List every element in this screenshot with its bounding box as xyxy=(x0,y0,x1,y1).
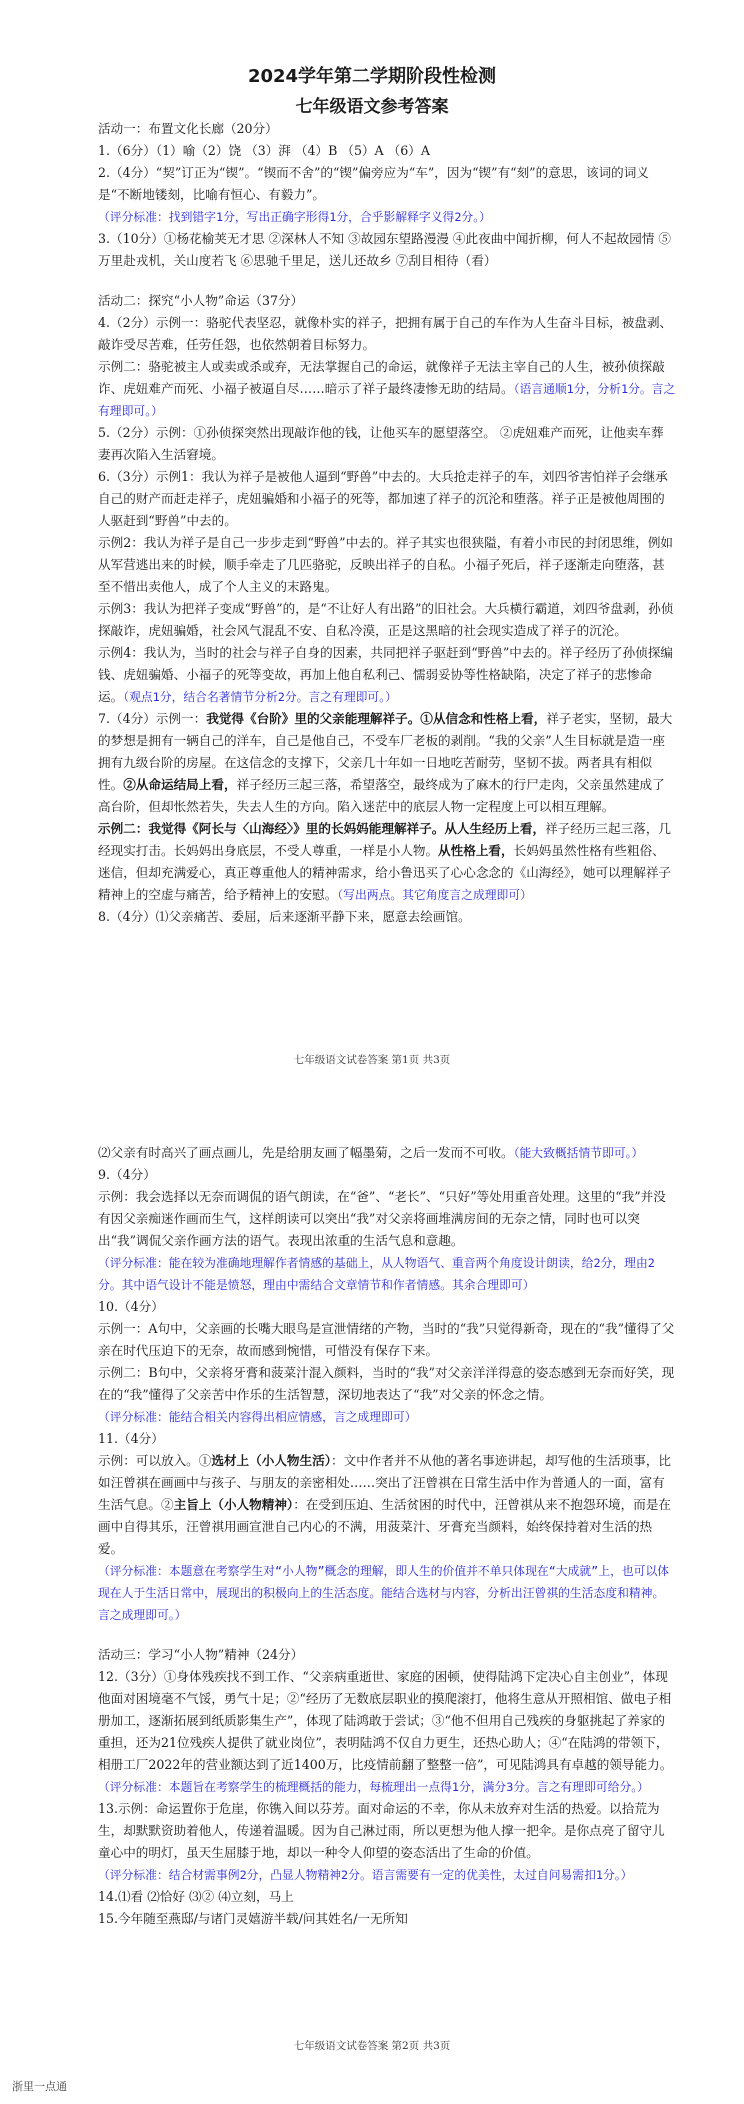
answer-q6-example4 xyxy=(98,642,676,708)
page-title: 2024学年第二学期阶段性检测 xyxy=(247,66,497,87)
answer-q10-example2: 示例二：B句中，父亲将牙膏和菠菜汁混入颜料，当时的“我”对父亲洋洋得意的姿态感到无奈而好笑，现在的“我”懂得了父亲苦中作乐的生活智慧，深切地表达了“我”对父亲的怀念之情。 xyxy=(98,1365,675,1402)
answer-text: ⑵父亲有时高兴了画点画儿，先是给朋友画了幅墨菊，之后一发而不可收。 xyxy=(98,1145,514,1160)
answer-text: 示例：可以放入。① xyxy=(98,1453,212,1468)
scoring-note: （能大致概括情节即可。） xyxy=(513,1146,644,1160)
answer-q10: 示例一：A句中，父亲画的长嘴大眼鸟是宣泄情绪的产物，当时的“我”只觉得新奇，现在的“我”懂得了父亲在时代压迫下的无奈，故而感到惋惜，可惜没有保存下来。 xyxy=(98,1321,675,1358)
answer-q9: 示例：我会选择以无奈而调侃的语气朗读，在“爸”、“老长”、“只好”等处用重音处理。这里的“我”并没有因父亲痴迷作画而生气，这样朗读可以突出“我”对父亲将画堆满房间的无奈之情，同时也可以突出“我”调侃父亲作画方法的语气。表现出浓重的生活气息和意趣。 xyxy=(98,1189,666,1248)
answer-q8: 8.（4分）⑴父亲痛苦、委屈，后来逐渐平静下来，愿意去绘画馆。 xyxy=(98,909,471,924)
scoring-note: （评分标准：本题意在考察学生对“小人物”概念的理解，即人生的价值并不单只体现在“大成就”上，也可以体现在人于生活日常中，展现出的积极向上的生活态度。能结合选材与内容，分析出汪曾祺的生活态度和精神。言之成理即可。） xyxy=(98,1564,670,1622)
section-heading: 活动二：探究“小人物”命运（37分） xyxy=(98,293,304,308)
scoring-note: （语言通顺1分，分析1分。言之有理即可。） xyxy=(98,382,676,418)
section-heading: 活动一：布置文化长廊（20分） xyxy=(98,121,278,136)
answer-q9-label: 9.（4分） xyxy=(98,1167,156,1182)
page-subtitle: 七年级语文参考答案 xyxy=(295,97,449,117)
answer-text: 祥子老实，坚韧，最大的梦想是拥有一辆自己的洋车，自己是他自己，不受车厂老板的剥削。“我的父亲”人生目标就是造一座拥有九级台阶的房屋。在这信念的支撑下，父亲几十年如一日地吃苦耐劳，坚韧不拔。两者具有相似性。 xyxy=(98,711,673,792)
answer-text: ：文中作者并不从他的著名事迹讲起，却写他的生活琐事，比如汪曾祺在画画中与孩子、与朋友的亲密相处……突出了汪曾祺在日常生活中作为普通人的一面，富有生活气息。② xyxy=(98,1453,672,1512)
scoring-note: （评分标准：本题旨在考察学生的梳理概括的能力，每梳理出一点得1分，满分3分。言之有理即可给分。） xyxy=(98,1780,649,1794)
key-point: ②从命运结局上看， xyxy=(123,777,237,792)
watermark-text: 浙里一点通 xyxy=(12,2080,67,2093)
scoring-note: （评分标准：找到错字1分，写出正确字形得1分，合乎影解释字义得2分。） xyxy=(98,210,491,224)
page-2-body xyxy=(98,1142,676,1930)
answer-q13: 13.示例：命运置你于危崖，你镌入间以芬芳。面对命运的不幸，你从未放弃对生活的热爱。以拾荒为生，却默默资助着他人，传递着温暖。因为自己淋过雨，所以更想为他人撑一把伞。是你点亮了留守儿童心中的明灯，虽天生屈膝于地，却以一种令人仰望的姿态活出了生命的价值。 xyxy=(98,1801,665,1860)
answer-q6-example3: 示例3：我认为把祥子变成“野兽”的，是“不让好人有出路”的旧社会。大兵横行霸道，刘四爷盘剥，孙侦探敲诈，虎妞骗婚，社会风气混乱不安、自私冷漠，正是这黑暗的社会现实造成了祥子的沉沦。 xyxy=(98,601,674,638)
answer-page-2 xyxy=(0,1080,744,2080)
answer-q8-part2 xyxy=(98,1142,676,1164)
answer-q5: 5.（2分）示例：①孙侦探突然出现敲诈他的钱，让他买车的愿望落空。 ②虎妞难产而死，让他卖车葬妻再次陷入生活窘境。 xyxy=(98,425,664,462)
scoring-note: （评分标准：能在较为准确地理解作者情感的基础上，从人物语气、重音两个角度设计朗读，给2分，理由2分。其中语气设计不能是愤怒，理由中需结合文章情节和作者情感。其余合理即可） xyxy=(98,1256,655,1292)
answer-text: 7.（4分）示例一： xyxy=(98,711,207,726)
answer-text: 长妈妈虽然性格有些粗俗、迷信，但却充满爱心，真正尊重他人的精神需求，给小鲁迅买了心心念念的《山海经》，她可以理解祥子精神上的空虚与痛苦，给予精神上的安慰。 xyxy=(98,843,672,902)
answer-q4-example2 xyxy=(98,356,676,422)
key-point: 主旨上（小人物精神） xyxy=(173,1497,294,1512)
answer-text: 祥子经历三起三落，希望落空，最终成为了麻木的行尸走肉，父亲虽然建成了高台阶，但却怅然若失，失去人生的方向。陷入迷茫中的底层人物一定程度上可以相互理解。 xyxy=(98,777,665,814)
page-1-body xyxy=(98,118,676,928)
scoring-note: （评分标准：结合材需事例2分，凸显人物精神2分。语言需要有一定的优美性，太过自问易需扣1分。） xyxy=(98,1868,633,1882)
page-footer: 七年级语文试卷答案 第1页 共3页 xyxy=(293,1054,451,1066)
answer-q15: 15.今年随至燕邸/与诸门灵嬉游半载/问其姓名/一无所知 xyxy=(98,1911,408,1926)
answer-q12: 12.（3分）①身体残疾找不到工作、“父亲病重逝世、家庭的困顿，使得陆鸿下定决心自主创业”，体现他面对困境毫不气馁，勇气十足；②“经历了无数底层职业的摸爬滚打，他将生意从开照相馆、做电子相册加工，逐渐拓展到纸质影集生产”，体现了陆鸿敢于尝试；③“他不但用自己残疾的身躯挑起了养家的重担，还为21位残疾人提供了就业岗位”，表明陆鸿不仅自力更生，还热心助人；④“在陆鸿的带领下，相册工厂2022年的营业额达到了近1400万，比疫情前翻了整整一倍”，可见陆鸿具有卓越的领导能力。 xyxy=(98,1669,673,1772)
answer-q7 xyxy=(98,708,676,818)
key-point: 示例二：我觉得《阿长与〈山海经〉》里的长妈妈能理解祥子。从人生经历上看， xyxy=(98,821,546,836)
answer-q1: 1.（6分）（1）喻（2）饶 （3）湃 （4）B （5）A （6）A xyxy=(98,143,430,158)
answer-q11-label: 11.（4分） xyxy=(98,1431,164,1446)
answer-q14: 14.⑴看 ⑵恰好 ⑶② ⑷立刻，马上 xyxy=(98,1889,294,1904)
answer-text: 示例4：我认为，当时的社会与祥子自身的因素，共同把祥子驱赶到“野兽”中去的。祥子经历了孙侦探编钱、虎妞骗婚、小福子的死等变故，再加上他自私利己、懦弱妥协等性格缺陷，决定了祥子的悲惨命运。 xyxy=(98,645,674,704)
answer-q3: 3.（10分）①杨花榆荚无才思 ②深林人不知 ③故园东望路漫漫 ④此夜曲中闻折柳，何人不起故园情 ⑤万里赴戎机，关山度若飞 ⑥思驰千里足，送儿还故乡 ⑦刮目相待（看） xyxy=(98,231,671,268)
page-footer: 七年级语文试卷答案 第2页 共3页 xyxy=(293,2040,451,2052)
scoring-note: （评分标准：能结合相关内容得出相应情感，言之成理即可） xyxy=(98,1410,417,1424)
answer-text: 示例二：骆驼被主人或卖或杀或弃，无法掌握自己的命运，就像祥子无法主宰自己的人生，被孙侦探敲诈、虎妞难产而死、小福子被逼自尽……暗示了祥子最终凄惨无助的结局。 xyxy=(98,359,665,396)
answer-q10-label: 10.（4分） xyxy=(98,1299,164,1314)
answer-q7-example2 xyxy=(98,818,676,906)
key-point: 选材上（小人物生活） xyxy=(211,1453,331,1468)
answer-q6: 6.（3分）示例1：我认为祥子是被他人逼到“野兽”中去的。大兵抢走祥子的车，刘四爷害怕祥子会继承自己的财产而赶走祥子，虎妞骗婚和小福子的死等，都加速了祥子的沉沦和堕落。祥子正是被他周围的人驱赶到“野兽”中去的。 xyxy=(98,469,668,528)
answer-q6-example2: 示例2：我认为祥子是自己一步步走到“野兽”中去的。祥子其实也很狭隘，有着小市民的封闭思维，例如从军营逃出来的时候，顺手牵走了几匹骆驼，反映出祥子的自私。小福子死后，祥子逐渐走向堕落，甚至不惜出卖他人，成了个人主义的末路鬼。 xyxy=(98,535,674,594)
scoring-note: （写出两点。其它角度言之成理即可） xyxy=(337,888,532,902)
answer-q11 xyxy=(98,1450,676,1560)
answer-text: ：在受到压迫、生活贫困的时代中，汪曾祺从来不抱怨环境，而是在画中自得其乐，汪曾祺用画宣泄自己内心的不满，用菠菜汁、牙膏充当颜料，始终保持着对生活的热爱。 xyxy=(98,1497,672,1556)
section-heading: 活动三：学习“小人物”精神（24分） xyxy=(98,1647,304,1662)
answer-q4: 4.（2分）示例一：骆驼代表坚忍，就像朴实的祥子，把拥有属于自己的车作为人生奋斗目标，被盘剥、敲诈受尽苦难，任劳任怨，也依然朝着目标努力。 xyxy=(98,315,673,352)
answer-text: 祥子经历三起三落，几经现实打击。长妈妈出身底层，不受人尊重，一样是小人物。 xyxy=(98,821,672,858)
key-point: 从性格上看， xyxy=(438,843,514,858)
answer-q2: 2.（4分）“契”订正为“锲”。“锲而不舍”的“锲”偏旁应为“车”，因为“锲”有“刻”的意思，该词的词义是“不断地镂刻，比喻有恒心、有毅力”。 xyxy=(98,165,649,202)
scoring-note: （观点1分，结合名著情节分析2分。言之有理即可。） xyxy=(123,690,397,704)
key-point: 我觉得《台阶》里的父亲能理解祥子。①从信念和性格上看， xyxy=(206,711,547,726)
